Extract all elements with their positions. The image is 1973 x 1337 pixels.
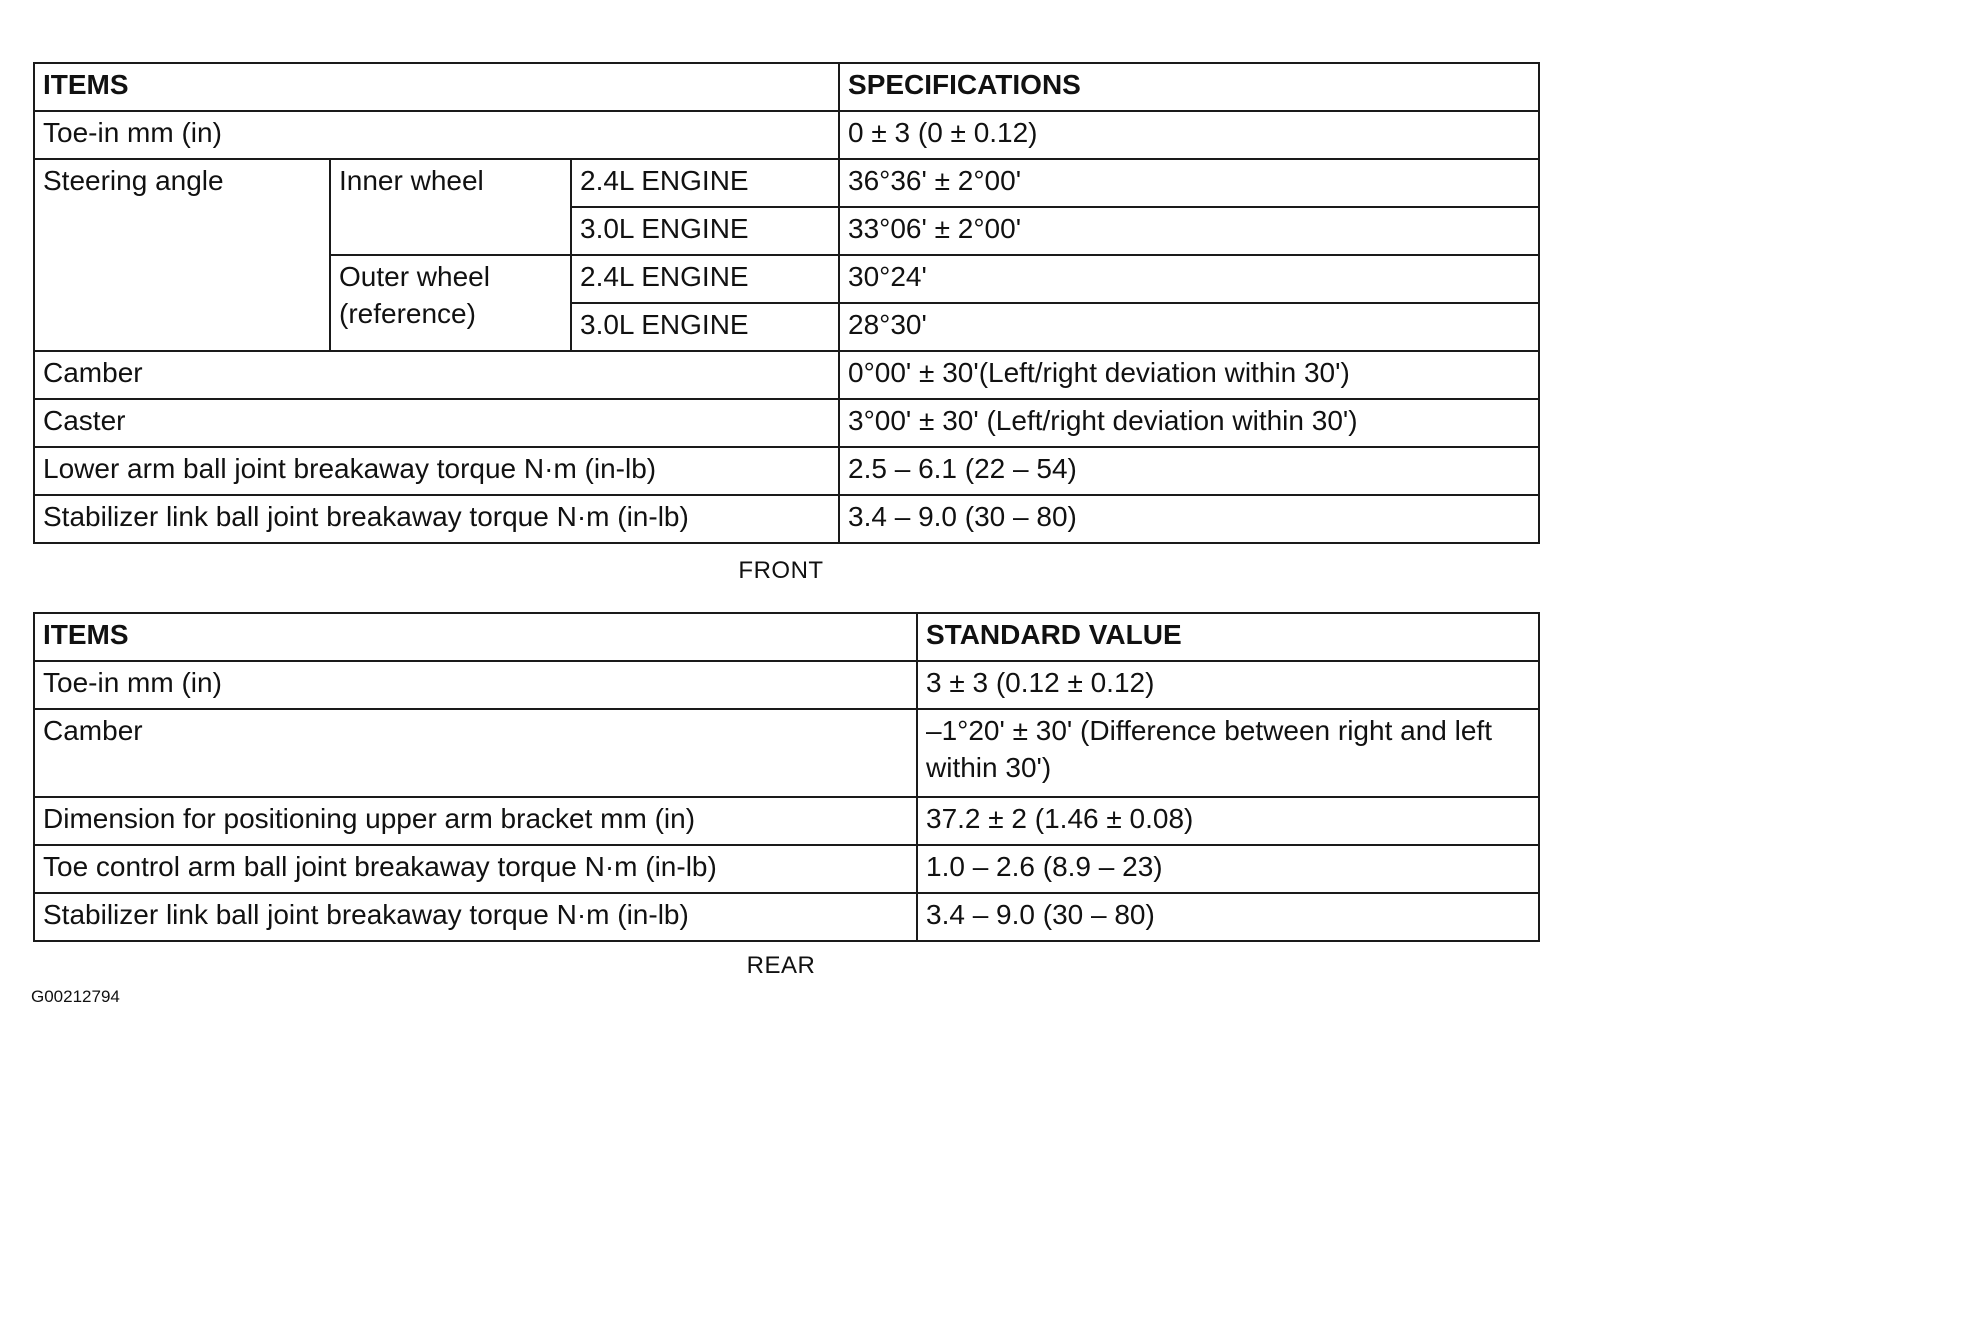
- rear-toe-in-value: 3 ± 3 (0.12 ± 0.12): [917, 661, 1539, 709]
- front-row-camber: [34, 351, 1539, 399]
- front-inner-wheel-label: Inner wheel: [330, 159, 571, 255]
- rear-row-camber: [34, 709, 1539, 797]
- front-caster-label: Caster: [34, 399, 839, 447]
- rear-header-row: [34, 613, 1539, 661]
- front-steering-angle-label: Steering angle: [34, 159, 330, 351]
- front-toe-in-label: Toe-in mm (in): [34, 111, 839, 159]
- rear-row-toe-in: [34, 661, 1539, 709]
- front-inner-engine-24: 2.4L ENGINE: [571, 159, 839, 207]
- rear-upper-arm-value: 37.2 ± 2 (1.46 ± 0.08): [917, 797, 1539, 845]
- front-header-row: [34, 63, 1539, 111]
- rear-camber-label: Camber: [34, 709, 917, 797]
- front-header-items: ITEMS: [34, 63, 839, 111]
- front-lower-arm-label: Lower arm ball joint breakaway torque N·m (in-lb): [34, 447, 839, 495]
- rear-stabilizer-value: 3.4 – 9.0 (30 – 80): [917, 893, 1539, 941]
- front-inner-engine-30: 3.0L ENGINE: [571, 207, 839, 255]
- rear-toe-in-label: Toe-in mm (in): [34, 661, 917, 709]
- rear-stabilizer-label: Stabilizer link ball joint breakaway torque N·m (in-lb): [34, 893, 917, 941]
- front-stabilizer-label: Stabilizer link ball joint breakaway torque N·m (in-lb): [34, 495, 839, 543]
- rear-toe-control-label: Toe control arm ball joint breakaway torque N·m (in-lb): [34, 845, 917, 893]
- front-camber-value: 0°00' ± 30'(Left/right deviation within 30'): [839, 351, 1539, 399]
- rear-camber-value: –1°20' ± 30' (Difference between right and left within 30'): [917, 709, 1539, 797]
- front-outer-engine-30: 3.0L ENGINE: [571, 303, 839, 351]
- rear-header-items: ITEMS: [34, 613, 917, 661]
- front-row-toe-in: [34, 111, 1539, 159]
- rear-row-upper-arm: [34, 797, 1539, 845]
- front-stabilizer-value: 3.4 – 9.0 (30 – 80): [839, 495, 1539, 543]
- front-camber-label: Camber: [34, 351, 839, 399]
- front-toe-in-value: 0 ± 3 (0 ± 0.12): [839, 111, 1539, 159]
- front-row-lower-arm: [34, 447, 1539, 495]
- front-caption: FRONT: [738, 557, 824, 584]
- rear-row-stabilizer: [34, 893, 1539, 941]
- front-row-steering-inner-24: [34, 159, 1539, 207]
- rear-caption: REAR: [746, 952, 816, 979]
- rear-upper-arm-label: Dimension for positioning upper arm bracket mm (in): [34, 797, 917, 845]
- front-inner-value-24: 36°36' ± 2°00': [839, 159, 1539, 207]
- front-row-caster: [34, 399, 1539, 447]
- front-row-stabilizer: [34, 495, 1539, 543]
- rear-header-standard-value: STANDARD VALUE: [917, 613, 1539, 661]
- rear-spec-table: [33, 612, 1540, 942]
- front-spec-table: [33, 62, 1540, 544]
- front-outer-wheel-label: [330, 255, 571, 351]
- front-lower-arm-value: 2.5 – 6.1 (22 – 54): [839, 447, 1539, 495]
- front-outer-wheel-label-line1: Outer wheel: [339, 261, 490, 292]
- front-outer-engine-24: 2.4L ENGINE: [571, 255, 839, 303]
- rear-toe-control-value: 1.0 – 2.6 (8.9 – 23): [917, 845, 1539, 893]
- front-header-specifications: SPECIFICATIONS: [839, 63, 1539, 111]
- front-outer-wheel-label-line2: (reference): [339, 297, 476, 329]
- rear-row-toe-control: [34, 845, 1539, 893]
- figure-id: G00212794: [31, 987, 120, 1006]
- front-outer-value-30: 28°30': [839, 303, 1539, 351]
- front-inner-value-30: 33°06' ± 2°00': [839, 207, 1539, 255]
- front-outer-value-24: 30°24': [839, 255, 1539, 303]
- front-caster-value: 3°00' ± 30' (Left/right deviation within 30'): [839, 399, 1539, 447]
